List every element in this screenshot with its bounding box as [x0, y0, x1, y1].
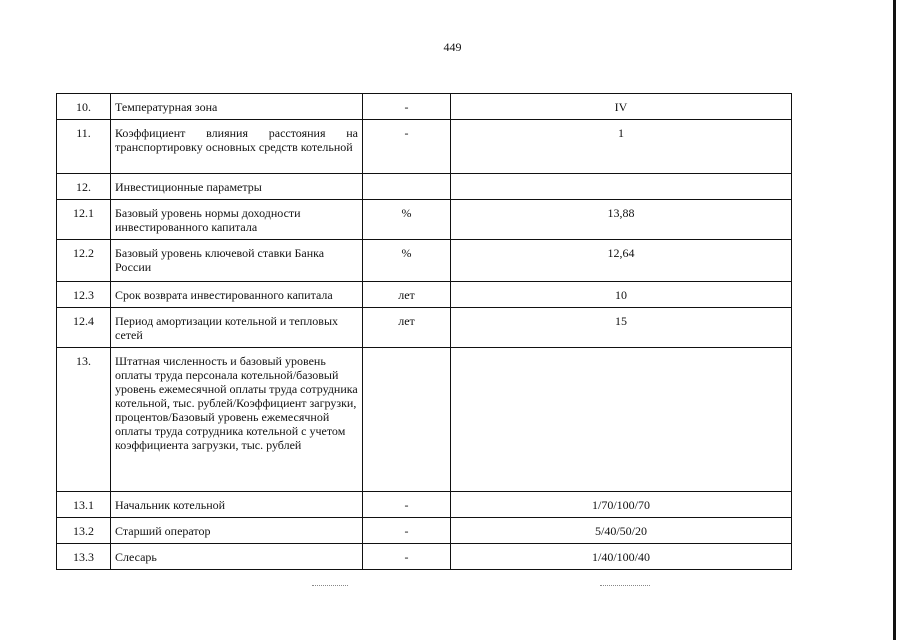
row-parameter: Коэффициент влияния расстояния на транспортировку основных средств котельной: [111, 120, 363, 174]
row-number: 12.3: [57, 282, 111, 308]
row-value: 12,64: [451, 240, 792, 282]
row-value: 5/40/50/20: [451, 518, 792, 544]
row-number: 12.1: [57, 200, 111, 240]
table-row: [57, 200, 792, 240]
row-parameter: Срок возврата инвестированного капитала: [111, 282, 363, 308]
row-unit: [363, 174, 451, 200]
row-unit: -: [363, 120, 451, 174]
table-row: [57, 120, 792, 174]
page-number: 449: [443, 40, 462, 54]
table-row: [57, 282, 792, 308]
table-row: [57, 174, 792, 200]
row-value: 15: [451, 308, 792, 348]
row-value: [451, 348, 792, 492]
row-unit: -: [363, 518, 451, 544]
row-number: 13.3: [57, 544, 111, 570]
row-parameter: Инвестиционные параметры: [111, 174, 363, 200]
row-number: 13.2: [57, 518, 111, 544]
row-unit: -: [363, 544, 451, 570]
row-value: 1/70/100/70: [451, 492, 792, 518]
table-row: [57, 308, 792, 348]
row-unit: -: [363, 94, 451, 120]
row-number: 12.2: [57, 240, 111, 282]
scan-artifact: [312, 585, 348, 587]
row-parameter: Температурная зона: [111, 94, 363, 120]
row-number: 12.: [57, 174, 111, 200]
table-row: [57, 348, 792, 492]
scan-artifact: [600, 585, 650, 587]
row-value: 1/40/100/40: [451, 544, 792, 570]
row-number: 12.4: [57, 308, 111, 348]
row-parameter: Слесарь: [111, 544, 363, 570]
table-row: [57, 94, 792, 120]
row-number: 10.: [57, 94, 111, 120]
table-row: [57, 518, 792, 544]
row-value: [451, 174, 792, 200]
row-parameter: Старший оператор: [111, 518, 363, 544]
row-parameter: Начальник котельной: [111, 492, 363, 518]
table-row: [57, 240, 792, 282]
row-unit: лет: [363, 282, 451, 308]
row-parameter: Период амортизации котельной и тепловых сетей: [111, 308, 363, 348]
row-value: 10: [451, 282, 792, 308]
row-unit: %: [363, 200, 451, 240]
row-value: 1: [451, 120, 792, 174]
row-unit: [363, 348, 451, 492]
row-unit: лет: [363, 308, 451, 348]
row-value: 13,88: [451, 200, 792, 240]
scan-edge-line: [893, 0, 896, 640]
parameters-table: [56, 93, 792, 570]
row-number: 13.1: [57, 492, 111, 518]
table-row: [57, 492, 792, 518]
row-parameter: Базовый уровень нормы доходности инвестированного капитала: [111, 200, 363, 240]
row-value: IV: [451, 94, 792, 120]
row-parameter: Штатная численность и базовый уровень оплаты труда персонала котельной/базовый уровень ежемесячной оплаты труда сотрудника котельной, тыс. рублей/Коэффициент загрузки, процентов/Базовый уровень ежемесячной оплаты труда сотрудника котельной с учетом коэффициента загрузки, тыс. рублей: [111, 348, 363, 492]
table-row: [57, 544, 792, 570]
row-parameter: Базовый уровень ключевой ставки Банка России: [111, 240, 363, 282]
row-unit: %: [363, 240, 451, 282]
row-unit: -: [363, 492, 451, 518]
row-number: 13.: [57, 348, 111, 492]
row-number: 11.: [57, 120, 111, 174]
